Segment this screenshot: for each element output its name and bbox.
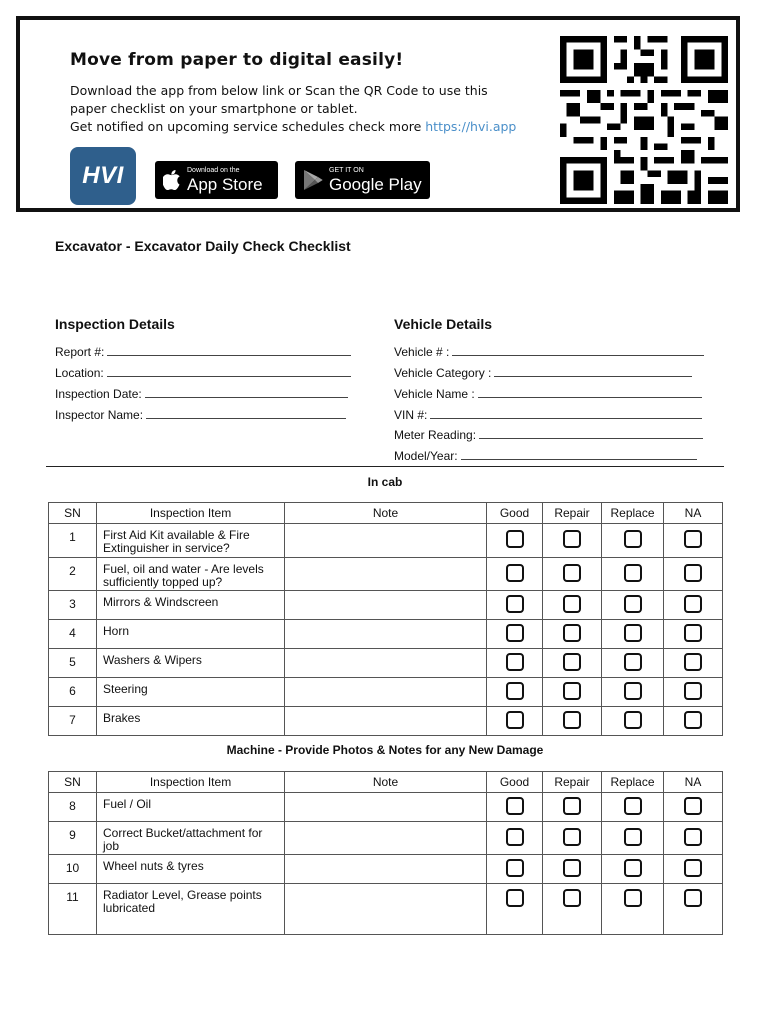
na-checkbox[interactable] <box>684 595 702 613</box>
col-header-na: NA <box>664 772 723 793</box>
table-header-row <box>49 772 723 793</box>
note-cell[interactable] <box>285 524 487 558</box>
row-sn: 10 <box>49 855 97 884</box>
replace-checkbox[interactable] <box>624 530 642 548</box>
promo-banner <box>16 16 740 212</box>
table-row <box>49 524 723 558</box>
row-sn: 1 <box>49 524 97 558</box>
row-sn: 11 <box>49 884 97 935</box>
na-checkbox[interactable] <box>684 859 702 877</box>
col-header-good: Good <box>487 503 543 524</box>
table-row <box>49 822 723 855</box>
report-number-field[interactable] <box>55 345 351 359</box>
good-checkbox[interactable] <box>506 828 524 846</box>
vehicle-number-field[interactable] <box>394 345 704 359</box>
meter-reading-field[interactable] <box>394 428 703 442</box>
note-cell[interactable] <box>285 591 487 620</box>
table-row <box>49 649 723 678</box>
vehicle-number-label: Vehicle # : <box>394 345 450 359</box>
table-row <box>49 707 723 736</box>
row-item: Wheel nuts & tyres <box>97 855 285 884</box>
replace-checkbox[interactable] <box>624 797 642 815</box>
good-checkbox[interactable] <box>506 624 524 642</box>
row-item: Horn <box>97 620 285 649</box>
row-item: Fuel / Oil <box>97 793 285 822</box>
promo-line-3-text: Get notified on upcoming service schedules check more <box>70 119 426 134</box>
location-label: Location: <box>55 366 104 380</box>
replace-checkbox[interactable] <box>624 595 642 613</box>
note-cell[interactable] <box>285 822 487 855</box>
good-checkbox[interactable] <box>506 889 524 907</box>
col-header-repair: Repair <box>543 772 602 793</box>
col-header-replace: Replace <box>602 503 664 524</box>
app-store-big-text: App Store <box>187 175 263 194</box>
replace-checkbox[interactable] <box>624 653 642 671</box>
promo-title: Move from paper to digital easily! <box>70 50 404 70</box>
na-checkbox[interactable] <box>684 828 702 846</box>
row-sn: 8 <box>49 793 97 822</box>
promo-line-3 <box>70 119 516 134</box>
col-header-repair: Repair <box>543 503 602 524</box>
vehicle-category-field[interactable] <box>394 366 692 380</box>
note-cell[interactable] <box>285 620 487 649</box>
model-year-field[interactable] <box>394 449 697 463</box>
replace-checkbox[interactable] <box>624 711 642 729</box>
note-cell[interactable] <box>285 649 487 678</box>
vehicle-details-heading: Vehicle Details <box>394 316 493 332</box>
good-checkbox[interactable] <box>506 530 524 548</box>
google-play-small-text: GET IT ON <box>329 167 364 174</box>
google-play-badge[interactable] <box>295 161 430 199</box>
note-cell[interactable] <box>285 678 487 707</box>
hvi-logo-text: HVI <box>82 162 124 189</box>
repair-checkbox[interactable] <box>563 653 581 671</box>
repair-checkbox[interactable] <box>563 682 581 700</box>
na-checkbox[interactable] <box>684 797 702 815</box>
col-header-good: Good <box>487 772 543 793</box>
na-checkbox[interactable] <box>684 530 702 548</box>
table-row <box>49 793 723 822</box>
inspector-name-field[interactable] <box>55 408 346 422</box>
repair-checkbox[interactable] <box>563 859 581 877</box>
row-item: First Aid Kit available & Fire Extinguisher in service? <box>97 524 285 558</box>
repair-checkbox[interactable] <box>563 564 581 582</box>
vin-field[interactable] <box>394 408 702 422</box>
repair-checkbox[interactable] <box>563 889 581 907</box>
note-cell[interactable] <box>285 884 487 935</box>
repair-checkbox[interactable] <box>563 828 581 846</box>
col-header-item: Inspection Item <box>97 503 285 524</box>
row-item: Radiator Level, Grease points lubricated <box>97 884 285 935</box>
na-checkbox[interactable] <box>684 624 702 642</box>
row-item: Mirrors & Windscreen <box>97 591 285 620</box>
na-checkbox[interactable] <box>684 889 702 907</box>
inspection-date-label: Inspection Date: <box>55 387 142 401</box>
col-header-item: Inspection Item <box>97 772 285 793</box>
qr-code[interactable] <box>556 36 732 204</box>
col-header-replace: Replace <box>602 772 664 793</box>
location-field[interactable] <box>55 366 351 380</box>
note-cell[interactable] <box>285 793 487 822</box>
replace-checkbox[interactable] <box>624 889 642 907</box>
replace-checkbox[interactable] <box>624 564 642 582</box>
apple-icon <box>163 170 181 190</box>
inspection-details-heading: Inspection Details <box>55 316 175 332</box>
good-checkbox[interactable] <box>506 682 524 700</box>
checklist-title: Excavator - Excavator Daily Check Checklist <box>55 238 351 254</box>
row-sn: 7 <box>49 707 97 736</box>
table-row <box>49 620 723 649</box>
hvi-logo[interactable] <box>70 147 136 205</box>
table-row <box>49 678 723 707</box>
hvi-link[interactable]: https://hvi.app <box>425 119 517 134</box>
vehicle-name-label: Vehicle Name : <box>394 387 475 401</box>
row-item: Fuel, oil and water - Are levels sufficiently topped up? <box>97 558 285 591</box>
replace-checkbox[interactable] <box>624 859 642 877</box>
row-item: Washers & Wipers <box>97 649 285 678</box>
vehicle-name-field[interactable] <box>394 387 702 401</box>
table-row <box>49 591 723 620</box>
section-divider <box>46 466 724 467</box>
table-row <box>49 855 723 884</box>
na-checkbox[interactable] <box>684 564 702 582</box>
promo-line-1: Download the app from below link or Scan the QR Code to use this <box>70 83 488 98</box>
report-number-label: Report #: <box>55 345 105 359</box>
good-checkbox[interactable] <box>506 797 524 815</box>
repair-checkbox[interactable] <box>563 624 581 642</box>
repair-checkbox[interactable] <box>563 711 581 729</box>
meter-reading-label: Meter Reading: <box>394 428 477 442</box>
note-cell[interactable] <box>285 855 487 884</box>
replace-checkbox[interactable] <box>624 682 642 700</box>
checklist-table-machine <box>48 771 723 935</box>
repair-checkbox[interactable] <box>563 595 581 613</box>
note-cell[interactable] <box>285 558 487 591</box>
row-item: Brakes <box>97 707 285 736</box>
section-caption-machine: Machine - Provide Photos & Notes for any New Damage <box>226 743 544 757</box>
replace-checkbox[interactable] <box>624 624 642 642</box>
col-header-note: Note <box>285 503 487 524</box>
col-header-na: NA <box>664 503 723 524</box>
good-checkbox[interactable] <box>506 653 524 671</box>
google-play-icon <box>303 169 323 191</box>
repair-checkbox[interactable] <box>563 797 581 815</box>
table-header-row <box>49 503 723 524</box>
inspector-name-label: Inspector Name: <box>55 408 144 422</box>
vehicle-category-label: Vehicle Category : <box>394 366 492 380</box>
na-checkbox[interactable] <box>684 653 702 671</box>
row-sn: 5 <box>49 649 97 678</box>
row-item: Correct Bucket/attachment for job <box>97 822 285 855</box>
inspection-date-field[interactable] <box>55 387 348 401</box>
table-row <box>49 558 723 591</box>
row-sn: 4 <box>49 620 97 649</box>
app-store-badge[interactable] <box>155 161 278 199</box>
table-row <box>49 884 723 935</box>
col-header-sn: SN <box>49 503 97 524</box>
app-store-small-text: Download on the <box>187 167 240 174</box>
na-checkbox[interactable] <box>684 711 702 729</box>
row-item: Steering <box>97 678 285 707</box>
replace-checkbox[interactable] <box>624 828 642 846</box>
col-header-sn: SN <box>49 772 97 793</box>
row-sn: 3 <box>49 591 97 620</box>
section-caption-in-cab: In cab <box>367 475 403 489</box>
good-checkbox[interactable] <box>506 711 524 729</box>
col-header-note: Note <box>285 772 487 793</box>
repair-checkbox[interactable] <box>563 530 581 548</box>
na-checkbox[interactable] <box>684 682 702 700</box>
promo-line-2: paper checklist on your smartphone or tablet. <box>70 101 358 116</box>
row-sn: 2 <box>49 558 97 591</box>
row-sn: 9 <box>49 822 97 855</box>
good-checkbox[interactable] <box>506 859 524 877</box>
good-checkbox[interactable] <box>506 564 524 582</box>
model-year-label: Model/Year: <box>394 449 458 463</box>
google-play-big-text: Google Play <box>329 175 422 194</box>
row-sn: 6 <box>49 678 97 707</box>
checklist-table-in-cab <box>48 502 723 736</box>
note-cell[interactable] <box>285 707 487 736</box>
vin-label: VIN #: <box>394 408 428 422</box>
good-checkbox[interactable] <box>506 595 524 613</box>
